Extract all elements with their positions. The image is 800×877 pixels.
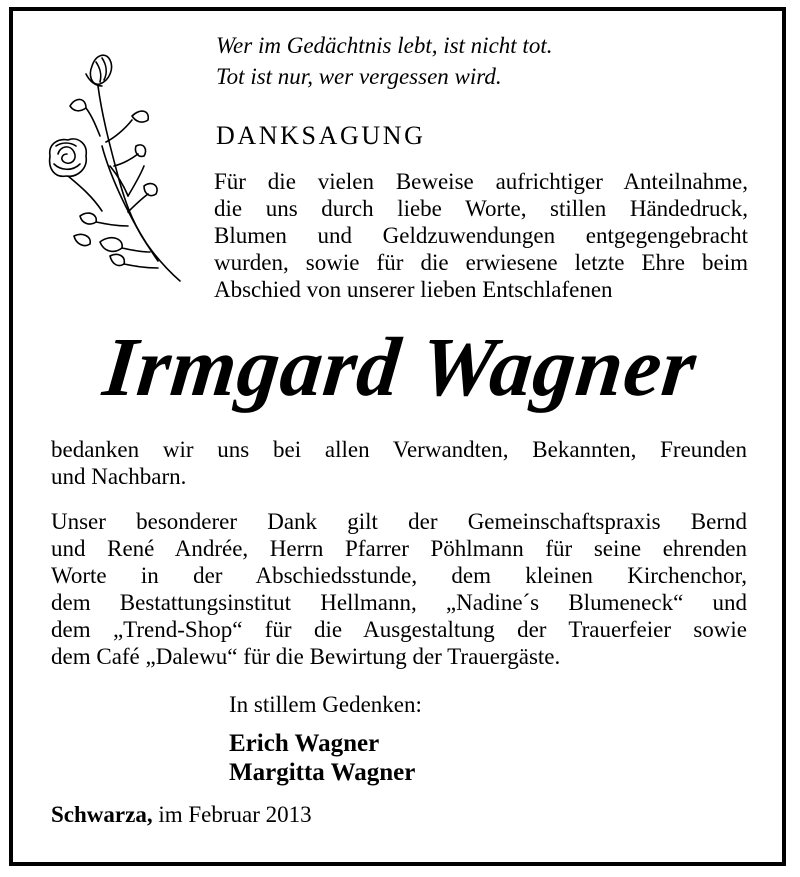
paragraph-line: Worte in der Abschiedsstunde, dem kleinen Kirchenchor, — [51, 563, 747, 588]
paragraph-line: dem Bestattungsinstitut Hellmann, „Nadine´s Blumeneck“ und — [51, 590, 747, 615]
paragraph-line: bedanken wir uns bei allen Verwandten, Bekannten, Freunden — [51, 437, 747, 462]
deceased-name: Irmgard Wagner — [99, 321, 701, 414]
motto-line: Wer im Gedächtnis lebt, ist nicht tot. — [216, 33, 553, 58]
intro-line: Blumen und Geldzuwendungen entgegengebracht — [214, 223, 748, 248]
intro-text — [214, 168, 748, 303]
special-thanks-paragraph — [51, 508, 747, 670]
paragraph-line: und René Andrée, Herrn Pfarrer Pöhlmann für seine ehrenden — [51, 536, 747, 561]
place: Schwarza, — [51, 802, 153, 827]
signers — [229, 729, 415, 787]
motto — [216, 30, 776, 92]
place-date — [51, 802, 312, 828]
signer-name: Margitta Wagner — [229, 759, 416, 786]
motto-line: Tot ist nur, wer vergessen wird. — [216, 64, 502, 89]
intro-line: Für die vielen Beweise aufrichtiger Anteilnahme, — [214, 169, 748, 194]
signer-name: Erich Wagner — [229, 730, 380, 757]
heading: DANKSAGUNG — [216, 121, 426, 150]
paragraph-line: Unser besonderer Dank gilt der Gemeinschaftspraxis Bernd — [51, 509, 747, 534]
paragraph-line: dem Café „Dalewu“ für die Bewirtung der Trauergäste. — [51, 644, 561, 669]
date: im Februar 2013 — [158, 802, 312, 827]
thanks-paragraph — [51, 436, 747, 490]
intro-line: die uns durch liebe Worte, stillen Händedruck, — [214, 196, 748, 221]
closing-line: In stillem Gedenken: — [229, 692, 422, 717]
paragraph-line: dem „Trend-Shop“ für die Ausgestaltung der Trauerfeier sowie — [51, 617, 747, 642]
paragraph-line: und Nachbarn. — [51, 464, 187, 489]
rose-illustration-icon — [40, 46, 190, 291]
intro-line: Abschied von unserer lieben Entschlafenen — [214, 277, 613, 302]
intro-line: wurden, sowie für die erwiesene letzte Ehre beim — [214, 250, 748, 275]
